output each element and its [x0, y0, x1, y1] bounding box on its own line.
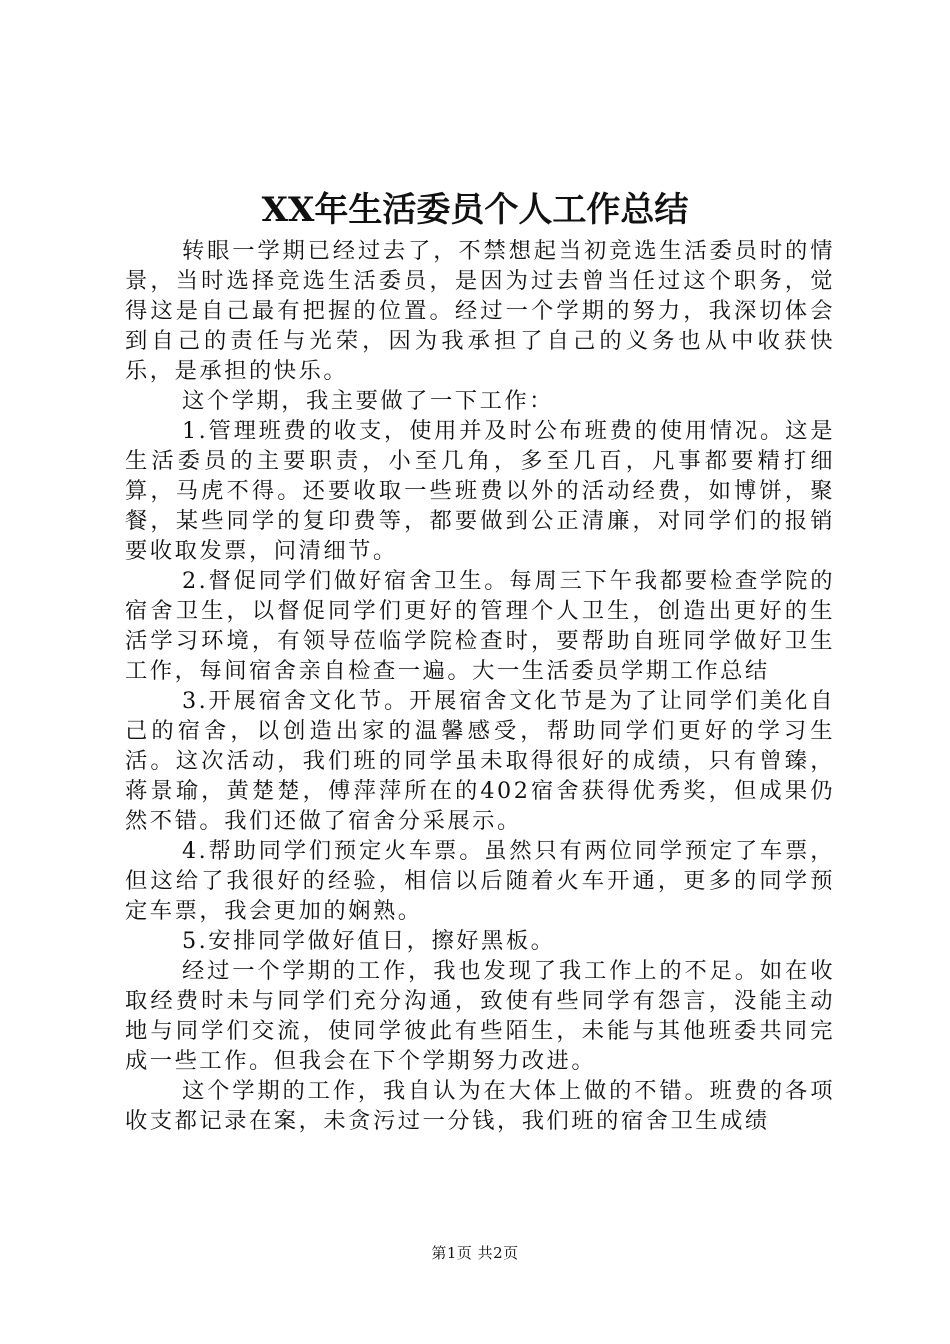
paragraph: 5.安排同学做好值日，擦好黑板。 [182, 928, 556, 954]
paragraph: 1.管理班费的收支，使用并及时公布班费的使用情况。这是生活委员的主要职责，小至几角，多至几百，凡事都要精打细算，马虎不得。还要收取一些班费以外的活动经费，如博饼，聚餐，某些同学的复印费等，都要做到公正清廉，对同学们的报销要收取发票，问清细节。 [125, 418, 835, 564]
paragraph: 2.督促同学们做好宿舍卫生。每周三下午我都要检查学院的宿舍卫生，以督促同学们更好的管理个人卫生，创造出更好的生活学习环境，有领导莅临学院检查时，要帮助自班同学做好卫生工作，每间宿舍亲自检查一遍。大一生活委员学期工作总结 [125, 568, 835, 684]
paragraph: 这个学期的工作，我自认为在大体上做的不错。班费的各项收支都记录在案，未贪污过一分钱，我们班的宿舍卫生成绩 [125, 1078, 835, 1134]
paragraph: 转眼一学期已经过去了，不禁想起当初竞选生活委员时的情景，当时选择竞选生活委员，是因为过去曾当任过这个职务，觉得这是自己最有把握的位置。经过一个学期的努力，我深切体会到自己的责任与光荣，因为我承担了自己的义务也从中收获快乐，是承担的快乐。 [125, 238, 835, 384]
document-title: XX年生活委员个人工作总结 [261, 190, 689, 230]
document-body [125, 236, 835, 1136]
paragraph: 经过一个学期的工作，我也发现了我工作上的不足。如在收取经费时未与同学们充分沟通，致使有些同学有怨言，没能主动地与同学们交流，使同学彼此有些陌生，未能与其他班委共同完成一些工作。但我会在下个学期努力改进。 [125, 958, 835, 1074]
paragraph: 这个学期，我主要做了一下工作： [182, 388, 554, 414]
paragraph: 4.帮助同学们预定火车票。虽然只有两位同学预定了车票，但这给了我很好的经验，相信以后随着火车开通，更多的同学预定车票，我会更加的娴熟。 [125, 838, 835, 924]
page-footer: 第1页 共2页 [431, 1244, 519, 1262]
paragraph: 3.开展宿舍文化节。开展宿舍文化节是为了让同学们美化自己的宿舍，以创造出家的温馨感受，帮助同学们更好的学习生活。这次活动，我们班的同学虽未取得很好的成绩，只有曾臻，蒋景瑜，黄楚楚，傅萍萍所在的402宿舍获得优秀奖，但成果仍然不错。我们还做了宿舍分采展示。 [125, 688, 835, 834]
